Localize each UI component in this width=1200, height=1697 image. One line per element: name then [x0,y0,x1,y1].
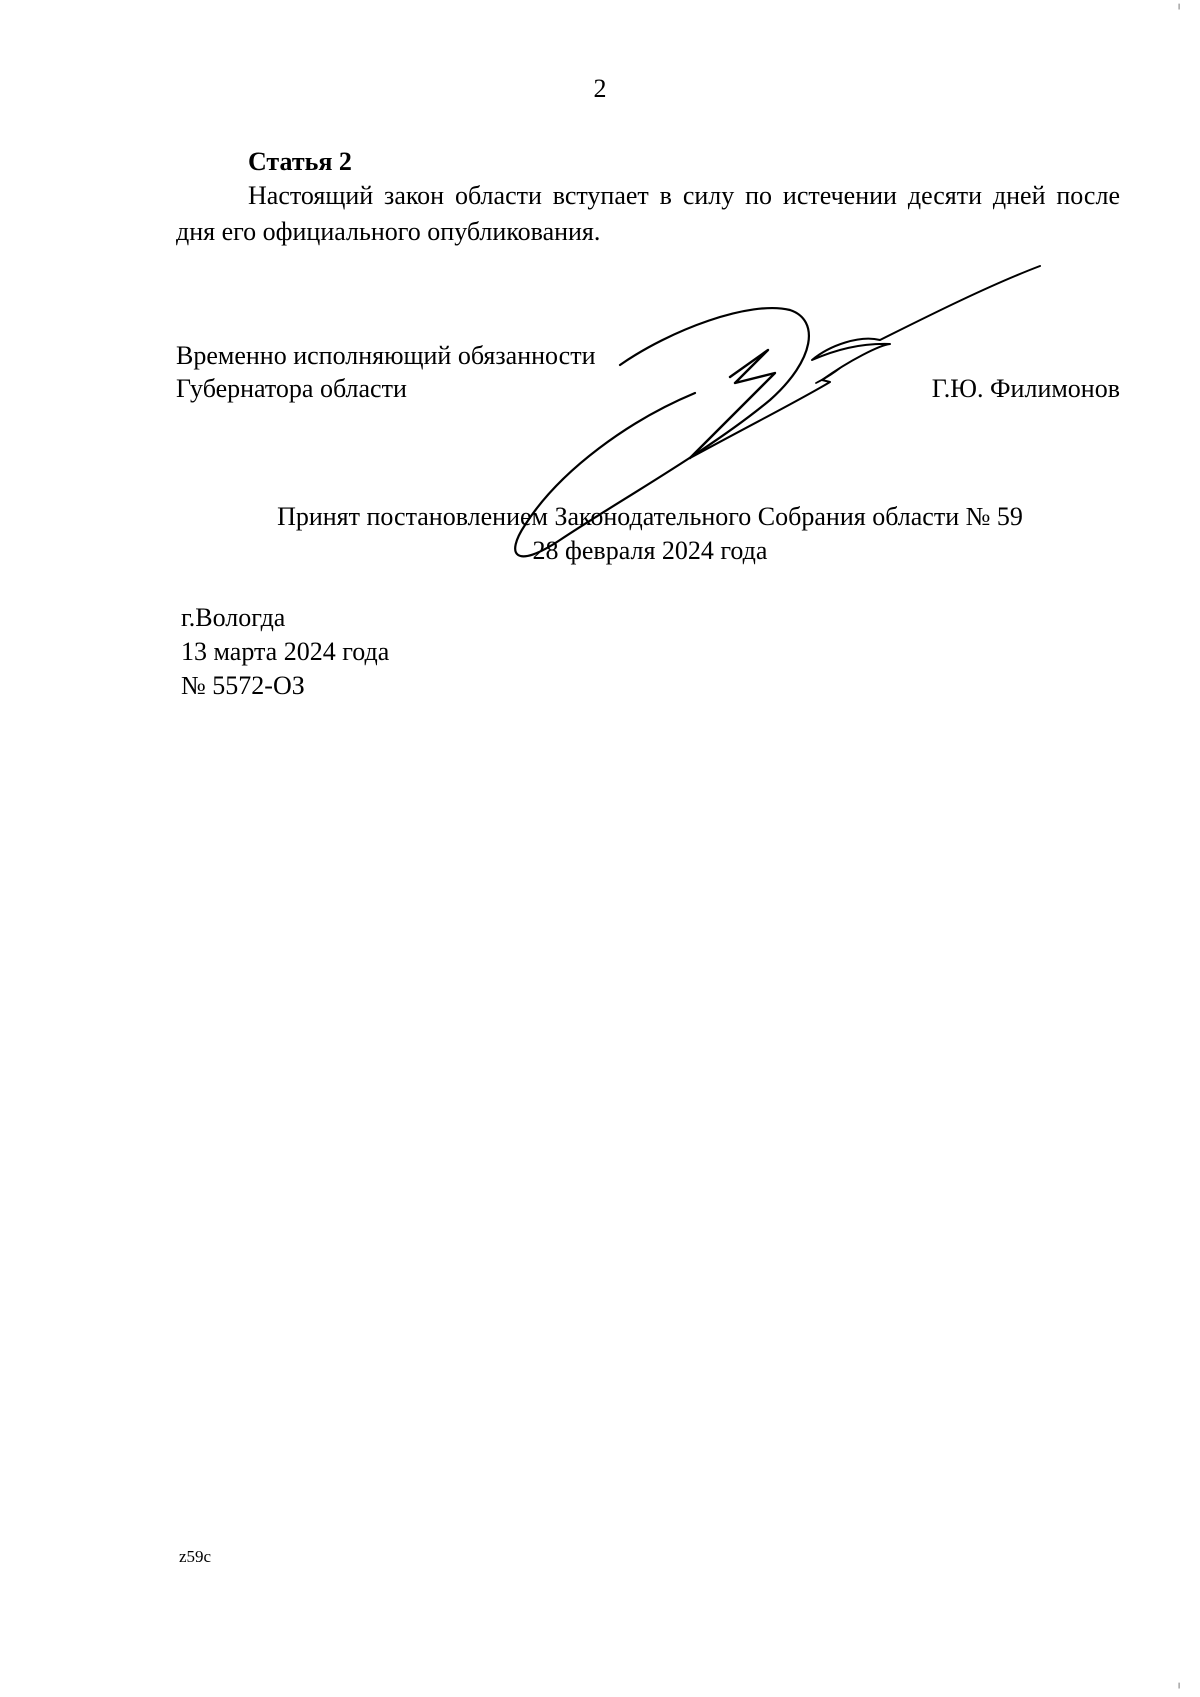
scan-edge-mark-bottom: ╵ [1175,1684,1182,1695]
law-number: № 5572-ОЗ [181,671,305,700]
scan-edge-mark-top: ╷ [1175,0,1182,10]
adoption-resolution: Принят постановлением Законодательного Собрания области № 59 [277,502,1023,531]
signature-swoosh-stroke [690,266,1040,458]
signature-zigzag-stroke [690,350,775,458]
article-text: Настоящий закон области вступает в силу по истечении десяти дней после дня его официального опубликования. [176,181,1120,246]
signer-name: Г.Ю. Филимонов [931,374,1120,403]
signing-date: 13 марта 2024 года [181,637,390,666]
article-heading: Статья 2 [248,147,352,176]
page-number: 2 [593,74,607,103]
place-of-signing: г.Вологда [181,603,286,632]
signer-title-line-1: Временно исполняющий обязанности [176,341,596,370]
footer-code: z59c [179,1547,212,1566]
signature-accent-stroke [816,368,840,383]
adoption-date: 28 февраля 2024 года [532,536,768,565]
signer-title-line-2: Губернатора области [176,374,407,403]
